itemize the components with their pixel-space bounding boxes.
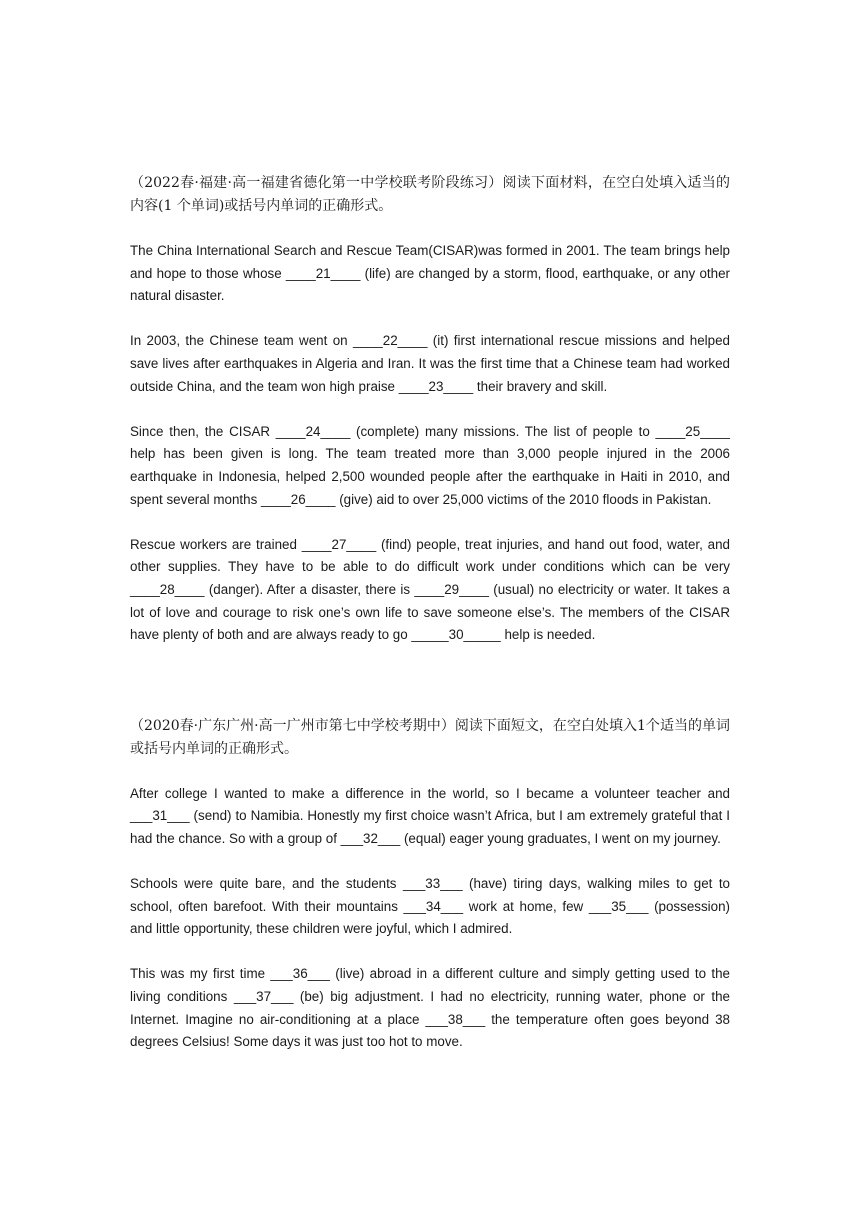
passage-1-heading: （2022春·福建·高一福建省德化第一中学校联考阶段练习）阅读下面材料，在空白处填入适当的内容(1 个单词)或括号内单词的正确形式。 (130, 175, 730, 214)
section-spacer (130, 647, 730, 692)
passage-1-paragraph-1: The China International Search and Rescue Team(CISAR)was formed in 2001. The team brings help and hope to those whose ____21____ (life) are changed by a storm, flood, earthquake, or any other natural disaster. (130, 243, 730, 304)
passage-1-paragraph-4: Rescue workers are trained ____27____ (find) people, treat injuries, and hand out food, water, and other supplies. They have to be able to do difficult work under conditions which can be very ____28____ (danger). After a disaster, there is ____29____ (usual) no electricity or water. It takes a lot of love and courage to risk one’s own life to save someone else’s. The members of the CISAR have plenty of both and are always ready to go _____30_____ help is needed. (130, 536, 730, 643)
document-page (130, 172, 730, 1054)
passage-section-2 (130, 715, 730, 1054)
passage-1-paragraph-2: In 2003, the Chinese team went on ____22____ (it) first international rescue missions and helped save lives after earthquakes in Algeria and Iran. It was the first time that a Chinese team had worked outside China, and the team won high praise ____23____ their bravery and skill. (130, 333, 730, 394)
passage-2-paragraph-1: After college I wanted to make a difference in the world, so I became a volunteer teacher and ___31___ (send) to Namibia. Honestly my first choice wasn’t Africa, but I am extremely grateful that I had the chance. So with a group of ___32___ (equal) eager young graduates, I went on my journey. (130, 785, 730, 846)
passage-section-1 (130, 172, 730, 647)
passage-1-paragraph-3: Since then, the CISAR ____24____ (complete) many missions. The list of people to ____25____ help has been given is long. The team treated more than 3,000 people injured in the 2006 earthquake in Indonesia, helped 2,500 wounded people after the earthquake in Haiti in 2010, and spent several months ____26____ (give) aid to over 25,000 victims of the 2010 floods in Pakistan. (130, 423, 730, 507)
passage-2-paragraph-2: Schools were quite bare, and the students ___33___ (have) tiring days, walking miles to get to school, often barefoot. With their mountains ___34___ work at home, few ___35___ (possession) and little opportunity, these children were joyful, which I admired. (130, 876, 730, 937)
passage-2-heading: （2020春·广东广州·高一广州市第七中学校考期中）阅读下面短文，在空白处填入1个适当的单词或括号内单词的正确形式。 (130, 717, 730, 757)
passage-2-paragraph-3: This was my first time ___36___ (live) abroad in a different culture and simply getting used to the living conditions ___37___ (be) big adjustment. I had no electricity, running water, phone or the Internet. Imagine no air-conditioning at a place ___38___ the temperature often goes beyond 38 degrees Celsius! Some days it was just too hot to move. (130, 966, 730, 1050)
